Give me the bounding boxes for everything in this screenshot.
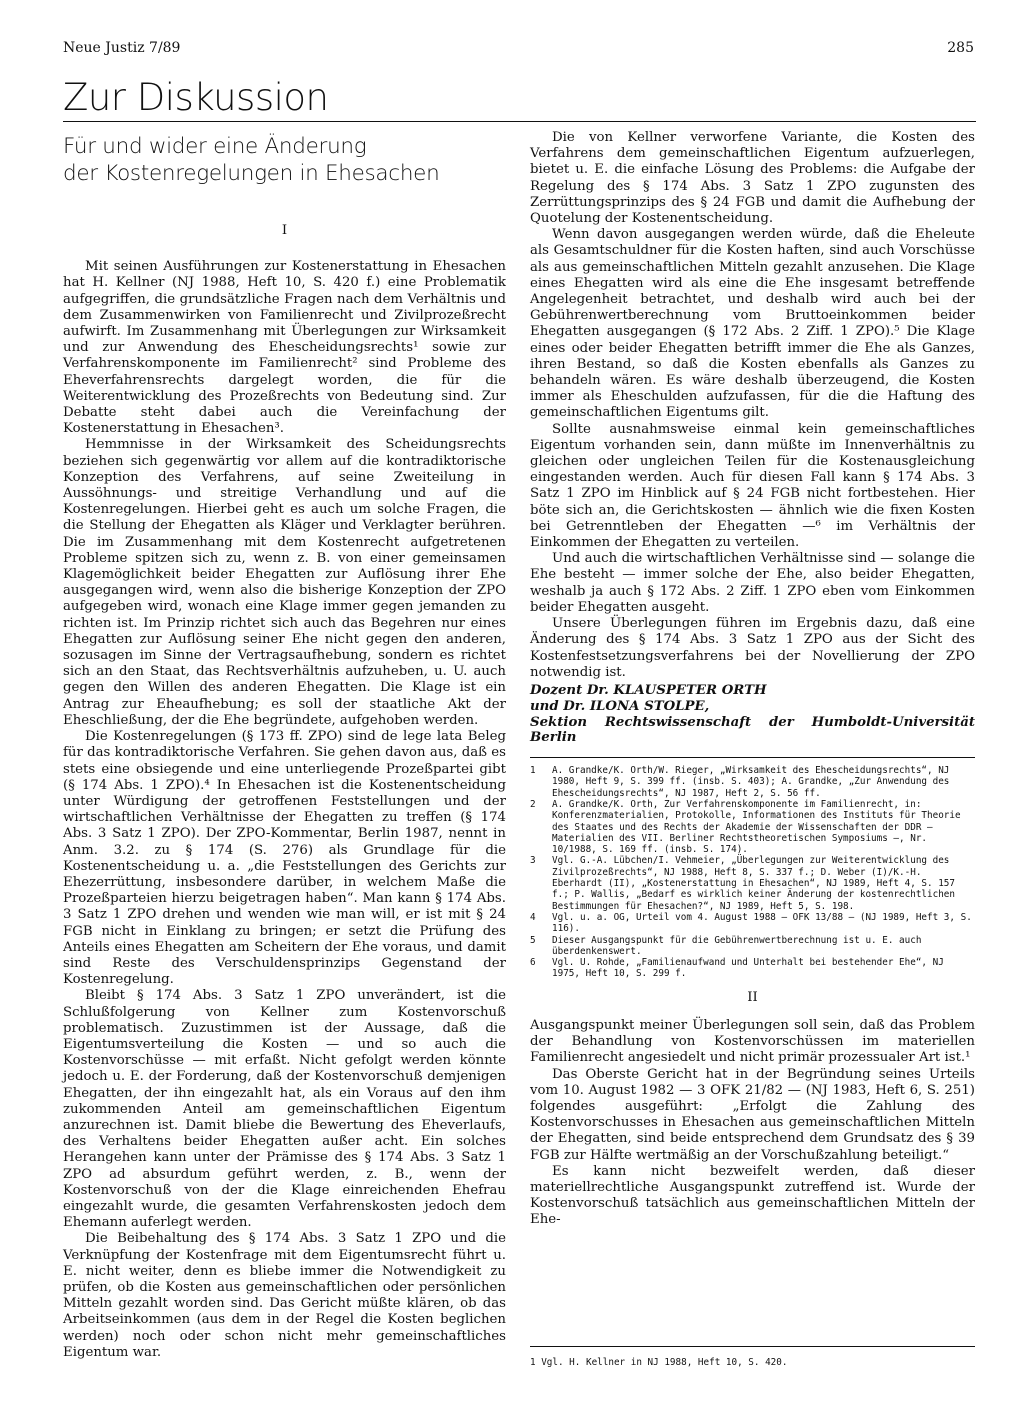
right-column bbox=[530, 130, 975, 1229]
paragraph: Und auch die wirtschaftlichen Verhältnisse sind — solange die Ehe besteht — immer solche der Ehe, also beider Ehegatten, weshalb ja auch § 172 Abs. 2 Ziff. 1 ZPO eben vom Einkommen beider Ehegatten ausgeht. bbox=[530, 551, 975, 615]
paragraph: Die von Kellner verworfene Variante, die Kosten des Verfahrens dem gemeinschaftlichen Eigentum aufzuerlegen, bietet u. E. die einfache Lösung des Problems: die Aufgabe der Regelung des § 174 Abs. 3 Satz 1 ZPO zugunsten des Zerrüttungsprinzips des § 24 FGB und damit die Aufhebung der Quotelung der Kostenentscheidung. bbox=[530, 130, 975, 227]
paragraph: Unsere Überlegungen führen im Ergebnis dazu, daß eine Änderung des § 174 Abs. 3 Satz 1 ZPO aus der Sicht des Kostenfestsetzungsverfahrens bei der Novellierung der ZPO notwendig ist. bbox=[530, 616, 975, 680]
paragraph: Wenn davon ausgegangen werden würde, daß die Eheleute als Gesamtschuldner für die Kosten haften, sind auch Vorschüsse als aus gemeinschaftlichen Mitteln gezahlt anzusehen. Die Klage eines Ehegatten wird als eine die Ehe insgesamt betreffende Angelegenheit betrachtet, und deshalb wird auch bei der Gebührenwertberechnung vom Bruttoeinkommen beider Ehegatten ausgegangen (§ 172 Abs. 2 Ziff. 1 ZPO).⁵ Die Klage eines oder beider Ehegatten betrifft immer die Ehe als Ganzes, ihren Bestand, so daß die Kosten ebenfalls als Ganzes zu behandeln wären. Es wäre deshalb überzeugend, die Kosten immer als Eheschulden aufzufassen, für die die Haftung des gemeinschaftlichen Eigentums gilt. bbox=[530, 227, 975, 421]
author-affiliation: Sektion Rechtswissenschaft der Humboldt-Universität Berlin bbox=[530, 714, 975, 746]
paragraph: Ausgangspunkt meiner Überlegungen soll sein, daß das Problem der Behandlung von Kostenvorschüssen im materiellen Familienrecht angesiedelt und nicht primär prozessualer Art ist.¹ bbox=[530, 1017, 975, 1066]
paragraph: Sollte ausnahmsweise einmal kein gemeinschaftliches Eigentum vorhanden sein, dann müßte im Innenverhältnis zu gleichen oder ungleichen Teilen für die Kostenausgleichung eingestanden werden. Auch für diesen Fall kann § 174 Abs. 3 Satz 1 ZPO im Hinblick auf § 24 FGB nicht fortbestehen. Hier böte sich an, die Gerichtskosten — ähnlich wie die fixen Kosten bei Getrenntleben der Ehegatten —⁶ im Verhältnis der Einkommen der Ehegatten zu verteilen. bbox=[530, 421, 975, 551]
part-1-heading: I bbox=[281, 223, 288, 238]
paragraph: Hemmnisse in der Wirksamkeit des Scheidungsrechts beziehen sich gegenwärtig vor allem auf die kontradiktorische Konzeption des Verfahrens, auf seine Zweiteilung in Aussöhnungs- und streitige Verhandlung und auf die Kostenregelungen. Hierbei geht es auch um solche Fragen, die die Stellung der Ehegatten als Kläger und Verklagter berühren. Die im Zusammenhang mit dem Kostenrecht aufgetretenen Probleme spitzen sich zu, wenn z. B. von einer gemeinsamen Klagemöglichkeit beider Ehegatten zur Auflösung ihrer Ehe ausgegangen wird, wenn also die bisherige Konzeption der ZPO aufgegeben wird, wonach eine Klage immer gegen jemanden zu richten ist. Im Prinzip richtet sich auch das Begehren nur eines Ehegatten zur Auflösung seiner Ehe nicht gegen den anderen, sozusagen im Sinne der Vertragsaufhebung, sondern es richtet sich an den Staat, das Rechtsverhältnis aufzuheben, u. U. auch gegen den Willen des anderen Ehegatten. Die Klage ist ein Antrag zur Eheaufhebung; es soll der staatliche Akt der Eheschließung, der die Ehe begründete, aufgehoben werden. bbox=[63, 437, 506, 728]
author-line: und Dr. ILONA STOLPE, bbox=[530, 698, 710, 714]
paragraph: Mit seinen Ausführungen zur Kostenerstattung in Ehesachen hat H. Kellner (NJ 1988, Heft 10, S. 420 f.) eine Problematik aufgegriffen, die grundsätzliche Fragen nach dem Verhältnis und dem Zusammenwirken von Familienrecht und Zivilprozeßrecht aufwirft. Im Zusammenhang mit Überlegungen zur Wirksamkeit und zur Anwendung des Ehescheidungsrechts¹ sowie zur Verfahrenskomponente im Familienrecht² sind Probleme des Eheverfahrensrechts dargelegt worden, die für die Weiterentwicklung des Prozeßrechts von Bedeutung sind. Zur Debatte steht dabei auch die Vereinfachung der Kostenerstattung in Ehesachen³. bbox=[63, 259, 506, 437]
footnote: 4 Vgl. u. a. OG, Urteil vom 4. August 1988 — OFK 13/88 — (NJ 1989, Heft 3, S. 116). bbox=[530, 911, 972, 935]
journal-title: Neue Justiz 7/89 bbox=[63, 40, 181, 56]
article-title-line-1: Für und wider eine Änderung bbox=[63, 134, 367, 159]
footnote: 2 A. Grandke/K. Orth, Zur Verfahrenskomponente im Familienrecht, in: Konferenzmaterialien, Protokolle, Informationen des Instituts für Theorie des Staates und des Rechts der Akademie der Wissenschaften der DDR — Materialien des VII. Berliner Rechtstheoretischen Symposiums —, Nr. 10/1988, S. 169 ff. (insb. S. 174). bbox=[530, 798, 961, 856]
bottom-footnote-separator bbox=[530, 1346, 975, 1347]
author-block bbox=[530, 683, 975, 746]
paragraph: Es kann nicht bezweifelt werden, daß dieser materiellrechtliche Ausgangspunkt zutreffend ist. Wurde der Kostenvorschuß tatsächlich aus gemeinschaftlichen Mitteln der Ehe- bbox=[530, 1163, 975, 1228]
footnote-separator bbox=[530, 757, 975, 758]
paragraph: Die Kostenregelungen (§ 173 ff. ZPO) sind de lege lata Beleg für das kontradiktorische Verfahren. Sie gehen davon aus, daß es stets eine obsiegende und eine unterliegende Prozeßpartei gibt (§ 174 Abs. 1 ZPO).⁴ In Ehesachen ist die Kostenentscheidung unter Würdigung der getroffenen Feststellungen und der wirtschaftlichen Verhältnisse der Ehegatten zu treffen (§ 174 Abs. 3 Satz 1 ZPO). Der ZPO-Kommentar, Berlin 1987, nennt in Anm. 3.2. zu § 174 (S. 276) als Grundlage für die Kostenentscheidung u. a. „die Feststellungen des Gerichts zur Ehezerrüttung, insbesondere darüber, in welchem Maße die Prozeßparteien hierzu beigetragen haben“. Man kann § 174 Abs. 3 Satz 1 ZPO drehen und wenden wie man will, er ist mit § 24 FGB nicht in Einklang zu bringen; er setzt die Prüfung des Anteils eines Ehegatten am Scheitern der Ehe voraus, und damit sind Reste des Verschuldensprinzips Gegenstand der Kostenregelung. bbox=[63, 729, 506, 988]
article-title-line-2: der Kostenregelungen in Ehesachen bbox=[63, 161, 440, 186]
section-title: Zur Diskussion bbox=[63, 76, 329, 119]
footnote: 1 A. Grandke/K. Orth/W. Rieger, „Wirksamkeit des Ehescheidungsrechts“, NJ 1980, Heft 9, S. 399 ff. (insb. S. 403); A. Grandke, „Zur Anwendung des Ehescheidungsrechts“, NJ 1987, Heft 2, S. 56 ff. bbox=[530, 765, 950, 799]
footnote: 3 Vgl. G.-A. Lübchen/I. Vehmeier, „Überlegungen zur Weiterentwicklung des Zivilprozeßrechts“, NJ 1988, Heft 8, S. 337 f.; D. Weber (I)/K.-H. Eberhardt (II), „Kostenerstattung in Ehesachen“, NJ 1989, Heft 4, S. 157 f.; P. Wallis, „Bedarf es wirklich keiner Änderung der kostenrechtlichen Bestimmungen für Ehesachen?“, NJ 1989, Heft 5, S. 198. bbox=[530, 855, 955, 912]
author-line: Dozent Dr. KLAUSPETER ORTH bbox=[530, 682, 767, 698]
footnote-list bbox=[530, 765, 975, 980]
paragraph: Das Oberste Gericht hat in der Begründung seines Urteils vom 10. August 1982 — 3 OFK 21/82 — (NJ 1983, Heft 6, S. 251) folgendes ausgeführt: „Erfolgt die Zahlung des Kostenvorschusses in Ehesachen aus gemeinschaftlichen Mitteln der Ehegatten, sind beide entsprechend dem Grundsatz des § 39 FGB zur Hälfte wertmäßig an der Vorschußzahlung beteiligt.“ bbox=[530, 1066, 975, 1163]
article-title bbox=[63, 133, 506, 187]
section-rule bbox=[63, 121, 976, 122]
footnote: 6 Vgl. U. Rohde, „Familienaufwand und Unterhalt bei bestehender Ehe“, NJ 1975, Heft 10, S. 299 f. bbox=[530, 957, 944, 980]
bottom-footnote: 1 Vgl. H. Kellner in NJ 1988, Heft 10, S. 420. bbox=[530, 1357, 788, 1368]
footnote: 5 Dieser Ausgangspunkt für die Gebührenwertberechnung ist u. E. auch überdenkenswert. bbox=[530, 934, 922, 957]
page-number: 285 bbox=[947, 40, 974, 56]
left-column bbox=[63, 130, 506, 1361]
paragraph: Bleibt § 174 Abs. 3 Satz 1 ZPO unverändert, ist die Schlußfolgerung von Kellner zum Kostenvorschuß problematisch. Zuzustimmen ist der Aussage, daß die Eigentumsverteilung die Kosten — und so auch die Kostenvorschüsse — mit erfaßt. Nicht gefolgt werden könnte jedoch u. E. der Forderung, daß der Kostenvorschuß demjenigen Ehegatten, der ihn eingezahlt hat, als ein Voraus auf den ihm zukommenden Anteil am gemeinschaftlichen Eigentum anzurechnen ist. Damit bliebe die Bewertung des Eheverlaufs, des Verhaltens beider Ehegatten außer acht. Ein solches Herangehen kann unter der Prämisse des § 174 Abs. 3 Satz 1 ZPO ad absurdum geführt werden, z. B., wenn der Kostenvorschuß von der die Klage einreichenden Ehefrau eingezahlt wurde, die gesamten Verfahrenskosten jedoch dem Ehemann auferlegt werden. bbox=[63, 988, 506, 1231]
paragraph: Die Beibehaltung des § 174 Abs. 3 Satz 1 ZPO und die Verknüpfung der Kostenfrage mit dem Eigentumsrecht führt u. E. nicht weiter, denn es bliebe immer die Notwendigkeit zu prüfen, ob die Kosten aus gemeinschaftlichen oder persönlichen Mitteln gezahlt worden sind. Das Gericht müßte klären, ob das Arbeitseinkommen (aus dem in der Regel die Kosten beglichen werden) noch oder schon nicht mehr gemeinschaftliches Eigentum war. bbox=[63, 1231, 506, 1360]
part-2-heading: II bbox=[747, 989, 758, 1005]
